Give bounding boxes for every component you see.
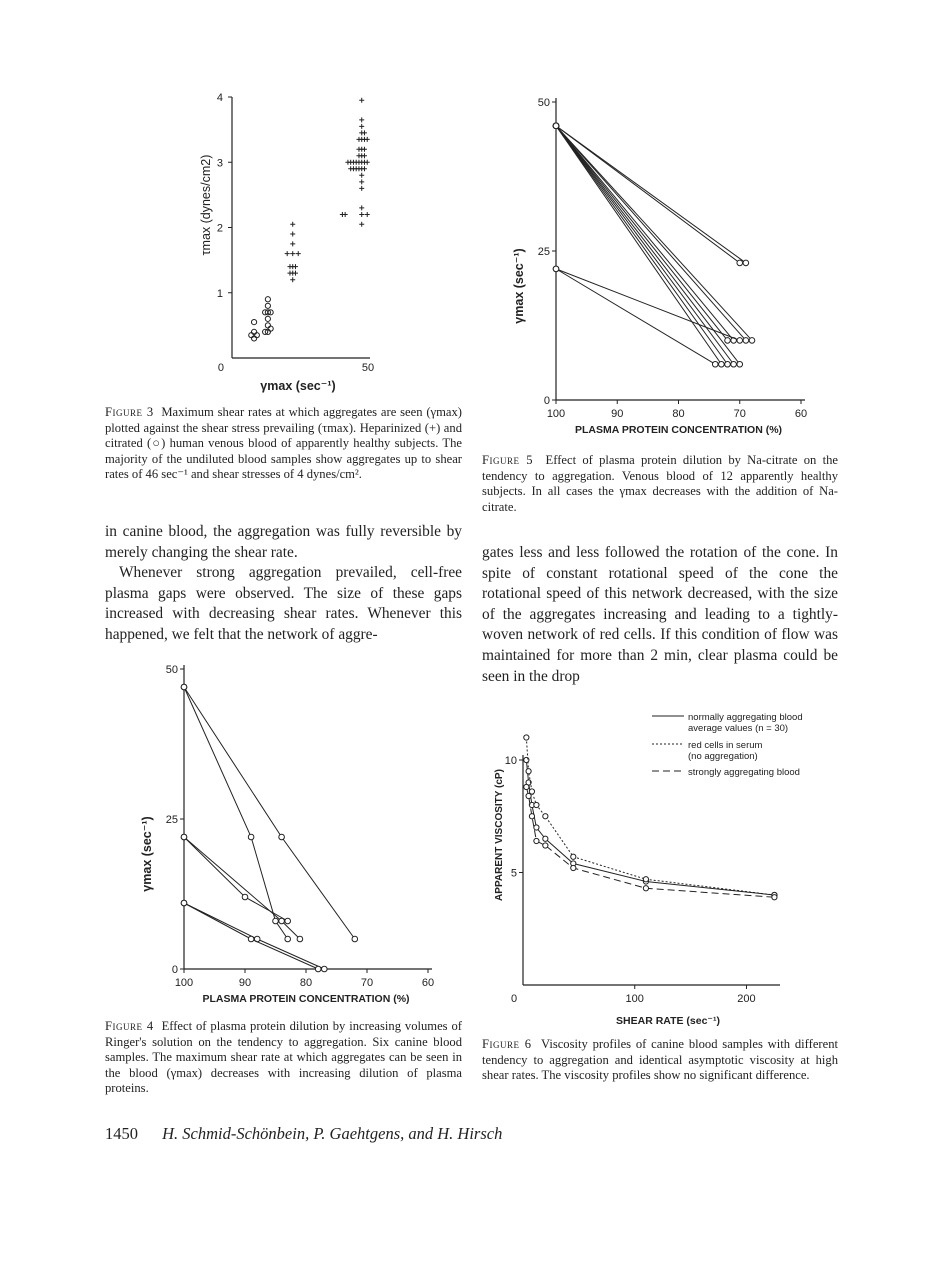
figure-6-caption bbox=[482, 1037, 838, 1084]
paragraph-left-1: in canine blood, the aggregation was fully reversible by merely changing the shear rate. bbox=[105, 523, 462, 561]
data-point bbox=[643, 886, 648, 891]
data-point bbox=[529, 814, 534, 819]
figure-6-caption-label: Figure 6 bbox=[482, 1037, 532, 1051]
legend-label-line2: average values (n = 30) bbox=[688, 723, 789, 734]
data-point bbox=[524, 735, 529, 740]
paragraph-right-1: gates less and less followed the rotation of the cone. In spite of constant rotational speed of the cone the rotational speed of this network decreased, with the size of the aggregates increasing and leading to a tightly-woven network of red cells. If this condition of flow was maintained for more than 2 min, clear plasma could be seen in the drop bbox=[482, 544, 838, 685]
data-point bbox=[534, 838, 539, 843]
x-tick-label: 70 bbox=[733, 408, 746, 420]
y-tick-label: 10 bbox=[504, 755, 517, 767]
y-tick-label: 4 bbox=[216, 92, 223, 104]
x-axis-title: PLASMA PROTEIN CONCENTRATION (%) bbox=[202, 993, 410, 1005]
figure-4-caption-text: Effect of plasma protein dilution by increasing volumes of Ringer's solution on the tendency to aggregation. Six canine blood samples. The maximum shear rate at which aggregates can be seen in the blood (γmax) decreases with increasing dilution of plasma proteins. bbox=[105, 1019, 462, 1096]
data-point bbox=[543, 843, 548, 848]
x-tick-label: 200 bbox=[737, 993, 756, 1005]
data-point bbox=[524, 784, 529, 789]
y-tick-label: 25 bbox=[537, 246, 550, 258]
x-tick-label: 100 bbox=[625, 993, 644, 1005]
data-point bbox=[643, 877, 648, 882]
legend-label: strongly aggregating blood bbox=[688, 767, 800, 778]
x-axis-title: SHEAR RATE (sec⁻¹) bbox=[616, 1015, 720, 1027]
page-footer bbox=[105, 1124, 805, 1144]
data-point bbox=[526, 769, 531, 774]
x-tick-label: 0 bbox=[217, 362, 224, 374]
y-tick-label: 1 bbox=[216, 287, 223, 300]
y-tick-label: 50 bbox=[537, 97, 550, 109]
data-point bbox=[571, 854, 576, 859]
figure-3-caption-label: Figure 3 bbox=[105, 405, 154, 419]
y-tick-label: 3 bbox=[216, 157, 223, 170]
series-line bbox=[526, 787, 774, 897]
figure-5-caption-label: Figure 5 bbox=[482, 453, 534, 467]
x-tick-label: 90 bbox=[238, 977, 252, 989]
y-tick-label: 5 bbox=[510, 867, 517, 880]
y-axis-title: γmax (sec⁻¹) bbox=[140, 816, 154, 892]
x-tick-label: 90 bbox=[611, 408, 624, 420]
authors-line: H. Schmid-Schönbein, P. Gaehtgens, and H. Hirsch bbox=[162, 1124, 503, 1143]
series-line bbox=[526, 760, 774, 895]
x-tick-label: 80 bbox=[672, 408, 685, 420]
x-tick-label: 0 bbox=[510, 993, 518, 1005]
data-point bbox=[526, 793, 531, 798]
data-point bbox=[543, 836, 548, 841]
x-tick-label: 100 bbox=[546, 408, 566, 420]
data-point bbox=[571, 865, 576, 870]
x-tick-label: 50 bbox=[361, 362, 375, 374]
y-tick-label: 50 bbox=[165, 664, 178, 676]
y-axis-title: τmax (dynes/cm2) bbox=[199, 154, 213, 256]
y-tick-label: 0 bbox=[543, 395, 550, 407]
legend-label: red cells in serum bbox=[688, 740, 763, 751]
x-axis-title: PLASMA PROTEIN CONCENTRATION (%) bbox=[574, 424, 783, 436]
x-tick-label: 60 bbox=[794, 408, 808, 420]
data-point bbox=[772, 895, 777, 900]
y-tick-label: 2 bbox=[216, 222, 223, 235]
figure-6-caption-text: Viscosity profiles of canine blood samples with different tendency to aggregation and identical asymptotic viscosity at high shear rates. The viscosity profiles show no significant difference. bbox=[482, 1037, 838, 1083]
data-point bbox=[543, 814, 548, 819]
figure-3-caption-text: Maximum shear rates at which aggregates are seen (γmax) plotted against the shear stress prevailing (τmax). Heparinized (+) and citrated (○) human venous blood of apparently healthy subjects. The majority of the undiluted blood samples show aggregates up to shear rates of 46 sec⁻¹ and shear stresses of 4 dynes/cm². bbox=[105, 405, 462, 482]
figure-5-caption-text: Effect of plasma protein dilution by Na-citrate on the tendency to aggregation. Venous blood of 12 apparently healthy subjects. In all cases the γmax decreases with the addition of Na-citrate. bbox=[482, 453, 838, 514]
y-axis-title: APPARENT VISCOSITY (cP) bbox=[494, 769, 505, 901]
y-tick-label: 25 bbox=[165, 814, 178, 826]
page-number: 1450 bbox=[105, 1124, 138, 1143]
y-tick-label: 0 bbox=[171, 964, 178, 976]
data-point bbox=[534, 802, 539, 807]
x-tick-label: 60 bbox=[421, 977, 435, 989]
legend-label: normally aggregating blood bbox=[688, 712, 803, 723]
x-tick-label: 80 bbox=[299, 977, 313, 989]
x-axis-title: γmax (sec⁻¹) bbox=[260, 379, 336, 393]
y-axis-title: γmax (sec⁻¹) bbox=[512, 248, 526, 324]
x-tick-label: 70 bbox=[360, 977, 374, 989]
figure-4-caption-label: Figure 4 bbox=[105, 1019, 154, 1033]
x-tick-label: 100 bbox=[174, 977, 194, 989]
data-point bbox=[534, 825, 539, 830]
legend-label-line2: (no aggregation) bbox=[688, 751, 758, 762]
paragraph-left-2: Whenever strong aggregation prevailed, cell-free plasma gaps were observed. The size of these gaps increased with decreasing shear rates. Whenever this happened, we felt that the network of aggre- bbox=[105, 564, 462, 643]
